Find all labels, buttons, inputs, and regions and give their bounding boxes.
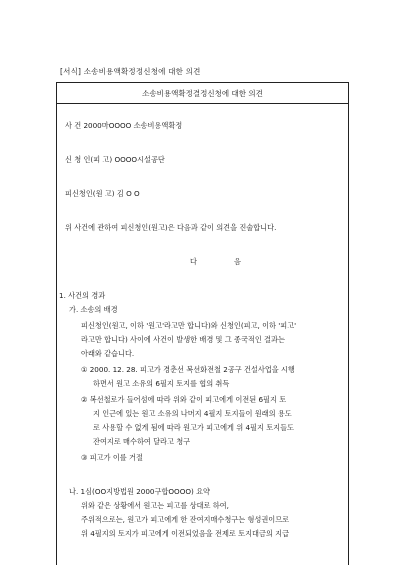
- eum-label: 음: [234, 257, 241, 266]
- item-1-line: ① 2000. 12. 28. 피고가 경춘선 복선화전철 2공구 건설사업을 시행: [81, 365, 295, 374]
- da-label: 다: [190, 257, 197, 266]
- section-heading-1: 1. 사건의 경과: [59, 291, 106, 300]
- item-2-line: 잔여지로 매수하여 달라고 청구: [93, 437, 191, 446]
- item-2-line: ② 복선철로가 들어섬에 따라 위와 같이 피고에게 이전된 6필지 토: [81, 395, 287, 404]
- para-line: 피신청인(원고, 이하 '원고'라고만 합니다)와 신청인(피고, 이하 '피고': [81, 321, 297, 330]
- form-label: [서식] 소송비용액확정정신청에 대한 의견: [60, 67, 201, 76]
- item-2-line: 지 인근에 있는 원고 소유의 나머지 4필지 토지들이 원래의 용도: [93, 409, 292, 418]
- na-line: 위 4필지의 토지가 피고에게 이전되었음을 전제로 토지대금의 지급: [81, 529, 290, 538]
- subsection-ga: 가. 소송의 배경: [69, 305, 118, 314]
- respondent-line: 피신청인(원 고) 김 O O: [65, 189, 140, 198]
- case-line: 사 건 2000마OOOO 소송비용액확정: [65, 121, 183, 130]
- para-line: 라고만 합니다) 사이에 사건이 발생한 배경 및 그 종국적인 결과는: [81, 335, 285, 344]
- item-1-line: 하면서 원고 소유의 6필지 토지를 협의 취득: [93, 379, 230, 388]
- intro-paragraph: 위 사건에 관하여 피신청인(원고)은 다음과 같이 의견을 진술합니다.: [65, 223, 277, 232]
- applicant-line: 신 청 인(피 고) OOOO시설공단: [65, 155, 165, 164]
- item-2-line: 로 사용할 수 없게 됨에 따라 원고가 피고에게 위 4필지 토지들도: [93, 423, 295, 432]
- na-line: 주위적으로는, 원고가 피고에게 한 잔여지매수청구는 형성권이므로: [81, 515, 290, 524]
- document-title: 소송비용액확정결정신청에 대한 의견: [57, 83, 348, 104]
- item-3-line: ③ 피고가 이를 거절: [81, 453, 143, 462]
- na-line: 위와 같은 상황에서 원고는 피고를 상대로 하여,: [81, 501, 229, 510]
- document-frame: [56, 82, 349, 565]
- para-line: 아래와 같습니다.: [81, 349, 135, 358]
- subsection-na: 나. 1심(OO지방법원 2000구합OOOO) 요약: [69, 487, 210, 496]
